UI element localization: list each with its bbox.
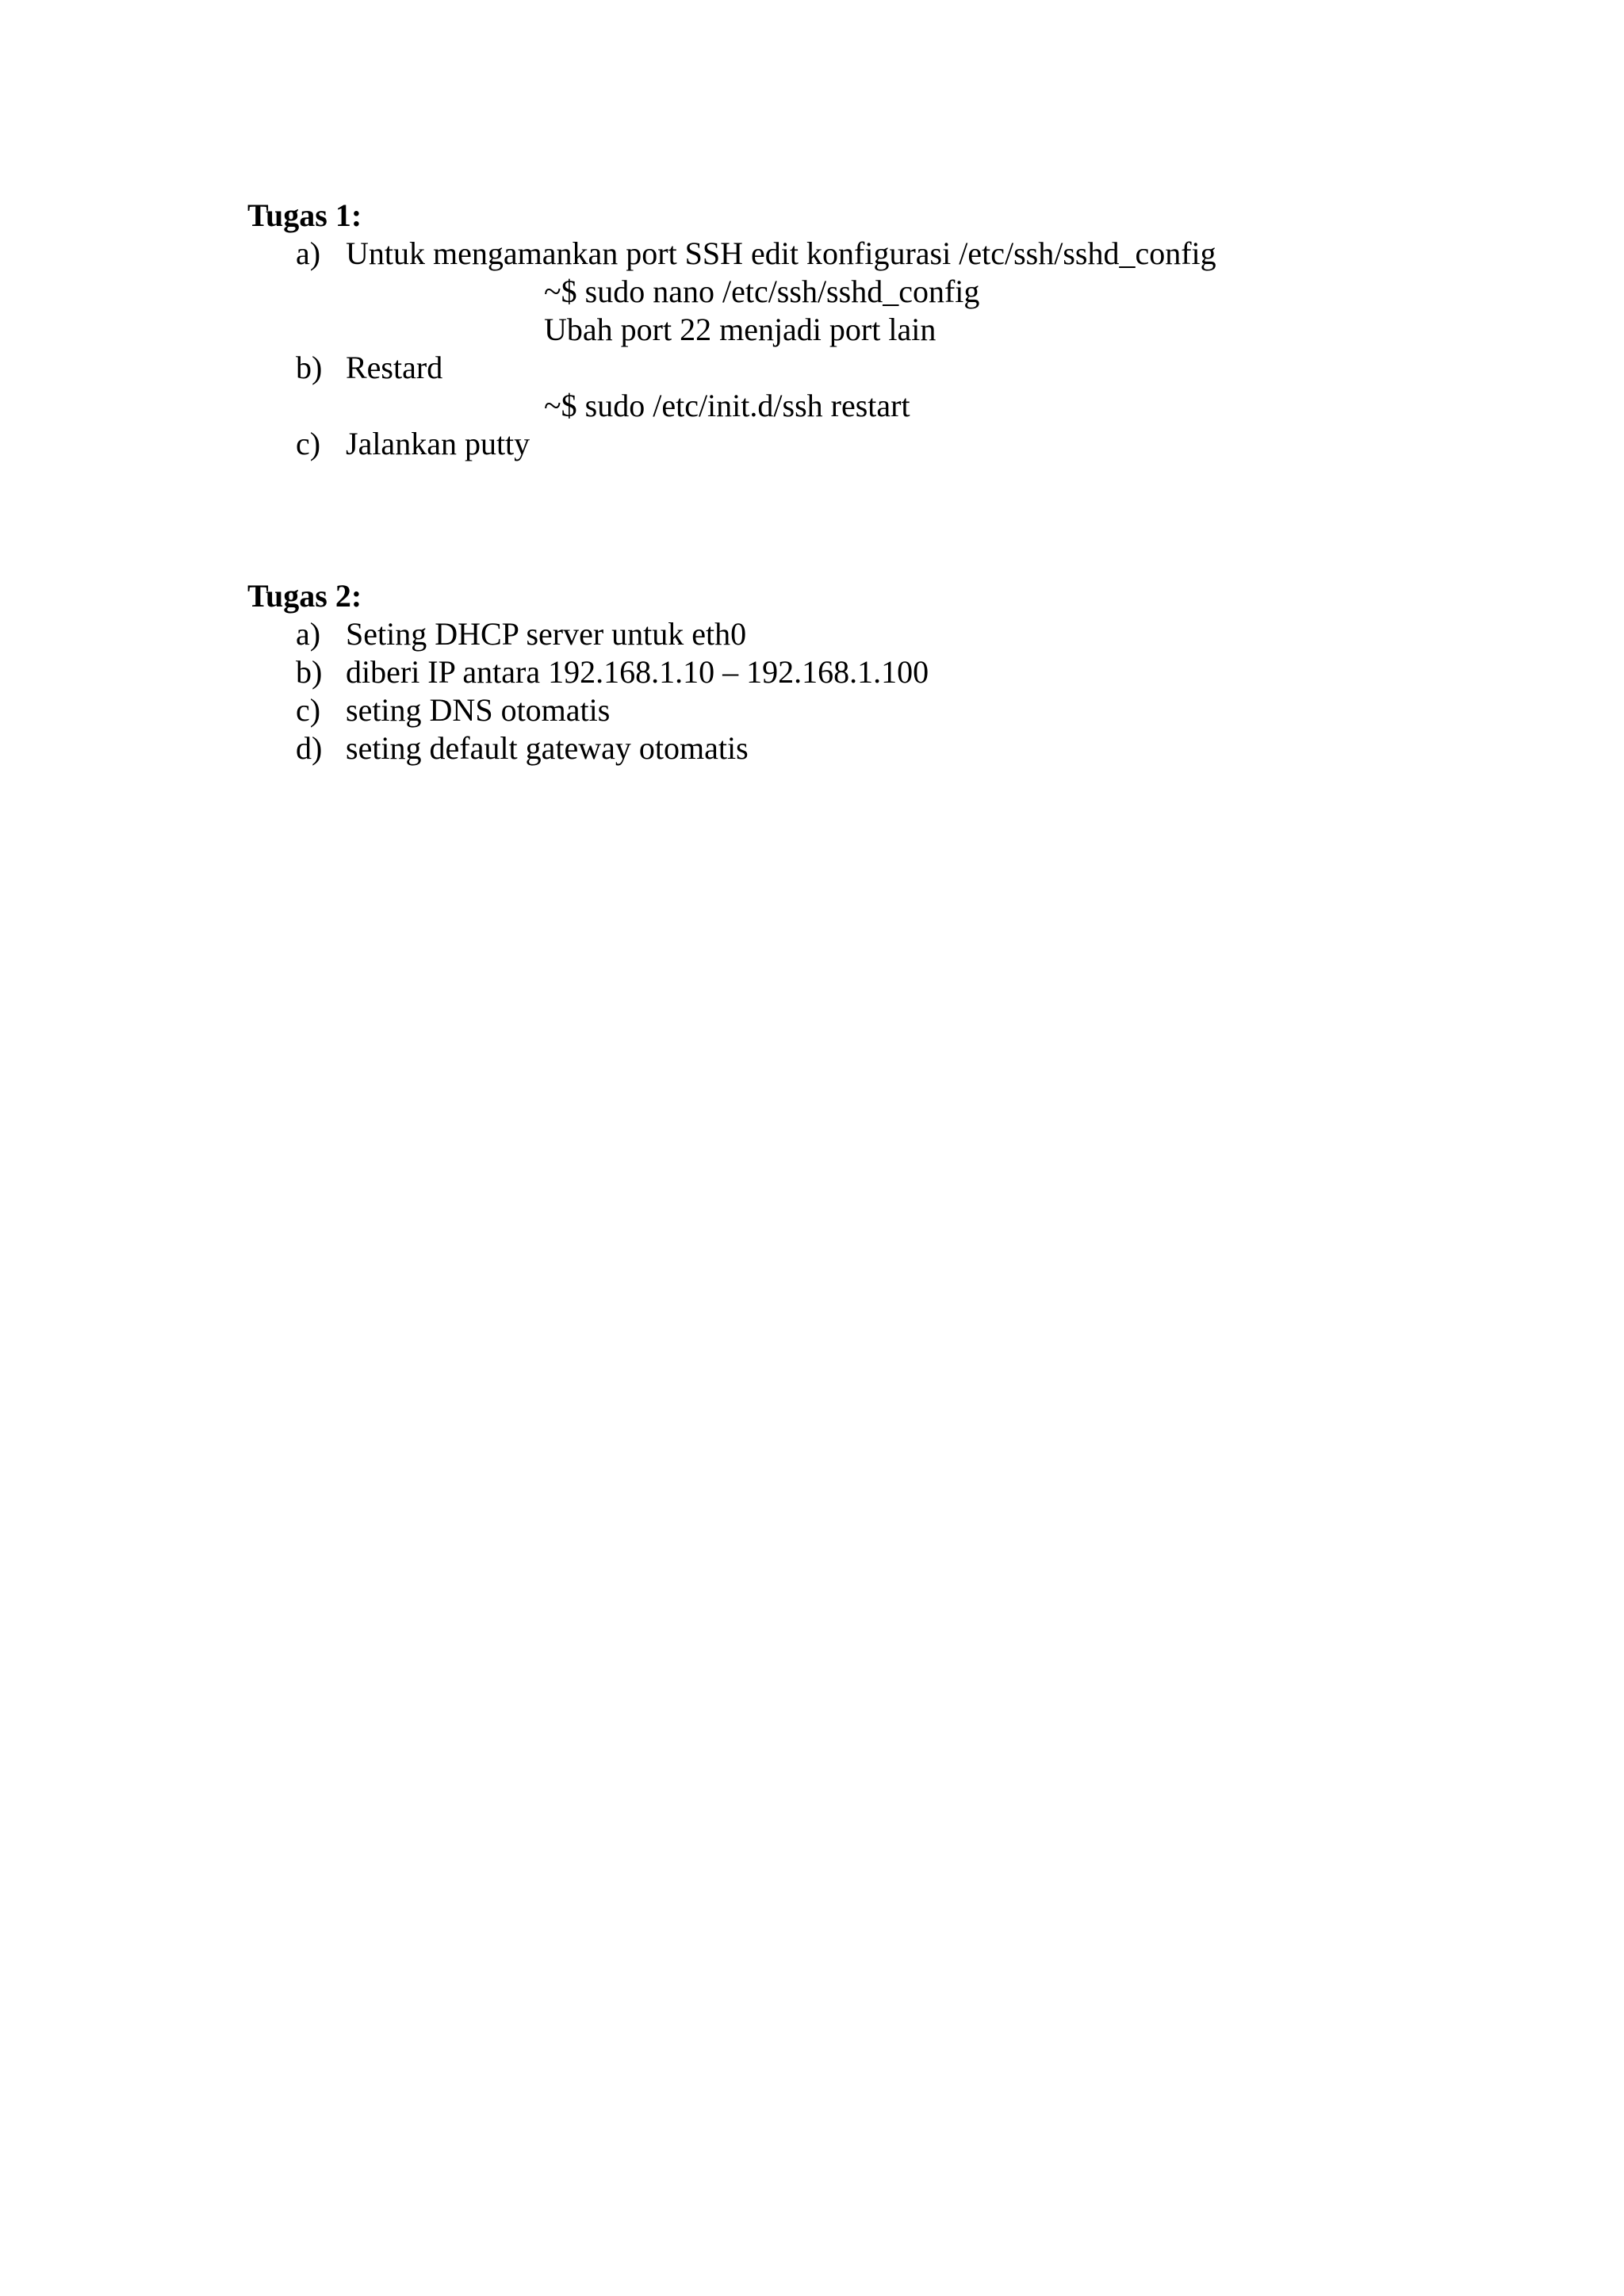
- tugas-1-item-a-marker: a): [296, 235, 321, 271]
- tugas-2-item-d-marker: d): [296, 730, 323, 766]
- tugas-1-item-c-text: Jalankan putty: [346, 426, 530, 461]
- tugas-1-item-a-text: Untuk mengamankan port SSH edit konfigurasi /etc/ssh/sshd_config: [346, 235, 1216, 271]
- tugas-2-item-c-text: seting DNS otomatis: [346, 692, 611, 728]
- tugas-2-item-c-marker: c): [296, 692, 321, 728]
- tugas-2-item-a-text: Seting DHCP server untuk eth0: [346, 616, 747, 652]
- tugas-2-item-b-marker: b): [296, 654, 323, 690]
- tugas-2-item-b-text: diberi IP antara 192.168.1.10 – 192.168.1.100: [346, 654, 929, 690]
- tugas-1-item-b-text: Restard: [346, 350, 443, 385]
- tugas-1-item-b-command: ~$ sudo /etc/init.d/ssh restart: [544, 388, 910, 423]
- tugas-2-heading: Tugas 2:: [247, 578, 362, 614]
- tugas-1-item-a-note: Ubah port 22 menjadi port lain: [544, 312, 936, 347]
- tugas-1-item-a-command: ~$ sudo nano /etc/ssh/sshd_config: [544, 274, 980, 309]
- tugas-1-item-c-marker: c): [296, 426, 321, 461]
- tugas-1-item-b-marker: b): [296, 350, 323, 385]
- tugas-1-heading: Tugas 1:: [247, 197, 362, 233]
- tugas-2-item-d-text: seting default gateway otomatis: [346, 730, 749, 766]
- tugas-2-item-a-marker: a): [296, 616, 321, 652]
